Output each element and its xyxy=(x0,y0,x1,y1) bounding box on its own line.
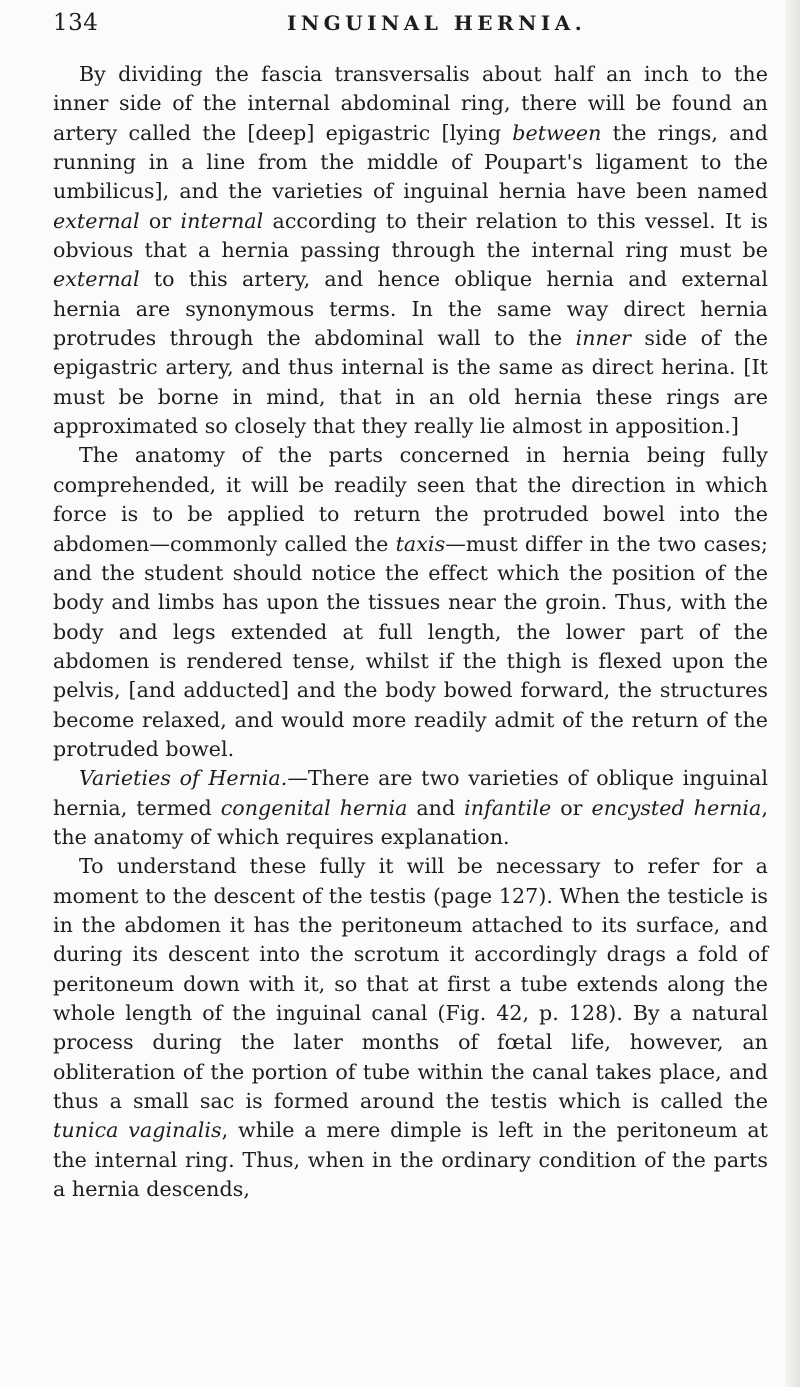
italic-text-run: internal xyxy=(180,208,264,233)
paragraph-taxis xyxy=(53,441,768,764)
italic-text-run: Varieties of Hernia. xyxy=(79,766,288,791)
paragraph-varieties-of-hernia xyxy=(53,764,768,852)
paragraph-descent-of-testis xyxy=(53,852,768,1204)
text-run: By dividing the fascia transversalis about half an inch to the inner side of the internal abdominal ring, there will be found an artery called the [deep] epigastric [lying xyxy=(53,62,768,145)
text-run: the rings, and running in a line from the middle of Poupart's ligament to the umbilicus], and the varieties of inguinal hernia have been named xyxy=(53,120,768,204)
text-run: or xyxy=(551,795,592,820)
italic-text-run: tunica vaginalis xyxy=(53,1118,222,1143)
text-run: and xyxy=(407,795,465,820)
text-run: The anatomy of the parts concerned in hernia being fully comprehended, it will be readily seen that the direction in which force is to be applied to return the protruded bowel into the abdomen—commonly called the xyxy=(53,443,768,556)
text-run: or xyxy=(139,208,181,233)
running-title: INGUINAL HERNIA. xyxy=(287,11,587,35)
italic-text-run: external xyxy=(53,208,140,233)
text-run: to this artery, and hence oblique hernia and external hernia are synonymous terms. In the same way direct hernia protrudes through the abdominal wall to the xyxy=(53,267,768,351)
italic-text-run: between xyxy=(512,120,602,145)
text-run: , while a mere dimple is left in the peritoneum at the internal ring. Thus, when in the ordinary condition of the parts a hernia descends, xyxy=(53,1118,768,1202)
italic-text-run: external xyxy=(53,267,140,292)
text-run: , the anatomy of which requires explanation. xyxy=(53,795,768,849)
page-number: 134 xyxy=(53,10,99,36)
text-run: —must differ in the two cases; and the student should notice the effect which the position of the body and limbs has upon the tissues near the groin. Thus, with the body and legs extended at full length, the lower part of the abdomen is rendered tense, whilst if the thigh is flexed upon the pelvis, [and adducted] and the body bowed forward, the structures become relaxed, and would more readily admit of the return of the protruded bowel. xyxy=(53,531,768,761)
page-header xyxy=(53,10,753,44)
italic-text-run: congenital hernia xyxy=(220,795,408,820)
italic-text-run: infantile xyxy=(464,795,552,820)
text-run: To understand these fully it will be necessary to refer for a moment to the descent of the testis (page 127). When the testicle is in the abdomen it has the peritoneum attached to its surface, and during its descent into the scrotum it accordingly drags a fold of peritoneum down with it, so that at first a tube extends along the whole length of the inguinal canal (Fig. 42, p. 128). By a natural process during the later months of fœtal life, however, an obliteration of the portion of tube within the canal takes place, and thus a small sac is formed around the testis which is called the xyxy=(53,854,768,1114)
italic-text-run: taxis xyxy=(395,531,446,556)
italic-text-run: inner xyxy=(575,326,631,351)
italic-text-run: encysted hernia xyxy=(591,795,762,820)
text-run: —There are two varieties of oblique inguinal hernia, termed xyxy=(53,766,768,820)
paragraph-epigastric-artery xyxy=(53,60,768,441)
page-edge-shadow xyxy=(786,0,800,1387)
text-run: side of the epigastric artery, and thus internal is the same as direct herina. [It must be borne in mind, that in an old hernia these rings are approximated so closely that they really lie almost in apposition.] xyxy=(53,326,769,439)
text-run: according to their relation to this vessel. It is obvious that a hernia passing through the internal ring must be xyxy=(53,208,768,263)
body-text xyxy=(53,60,768,1204)
